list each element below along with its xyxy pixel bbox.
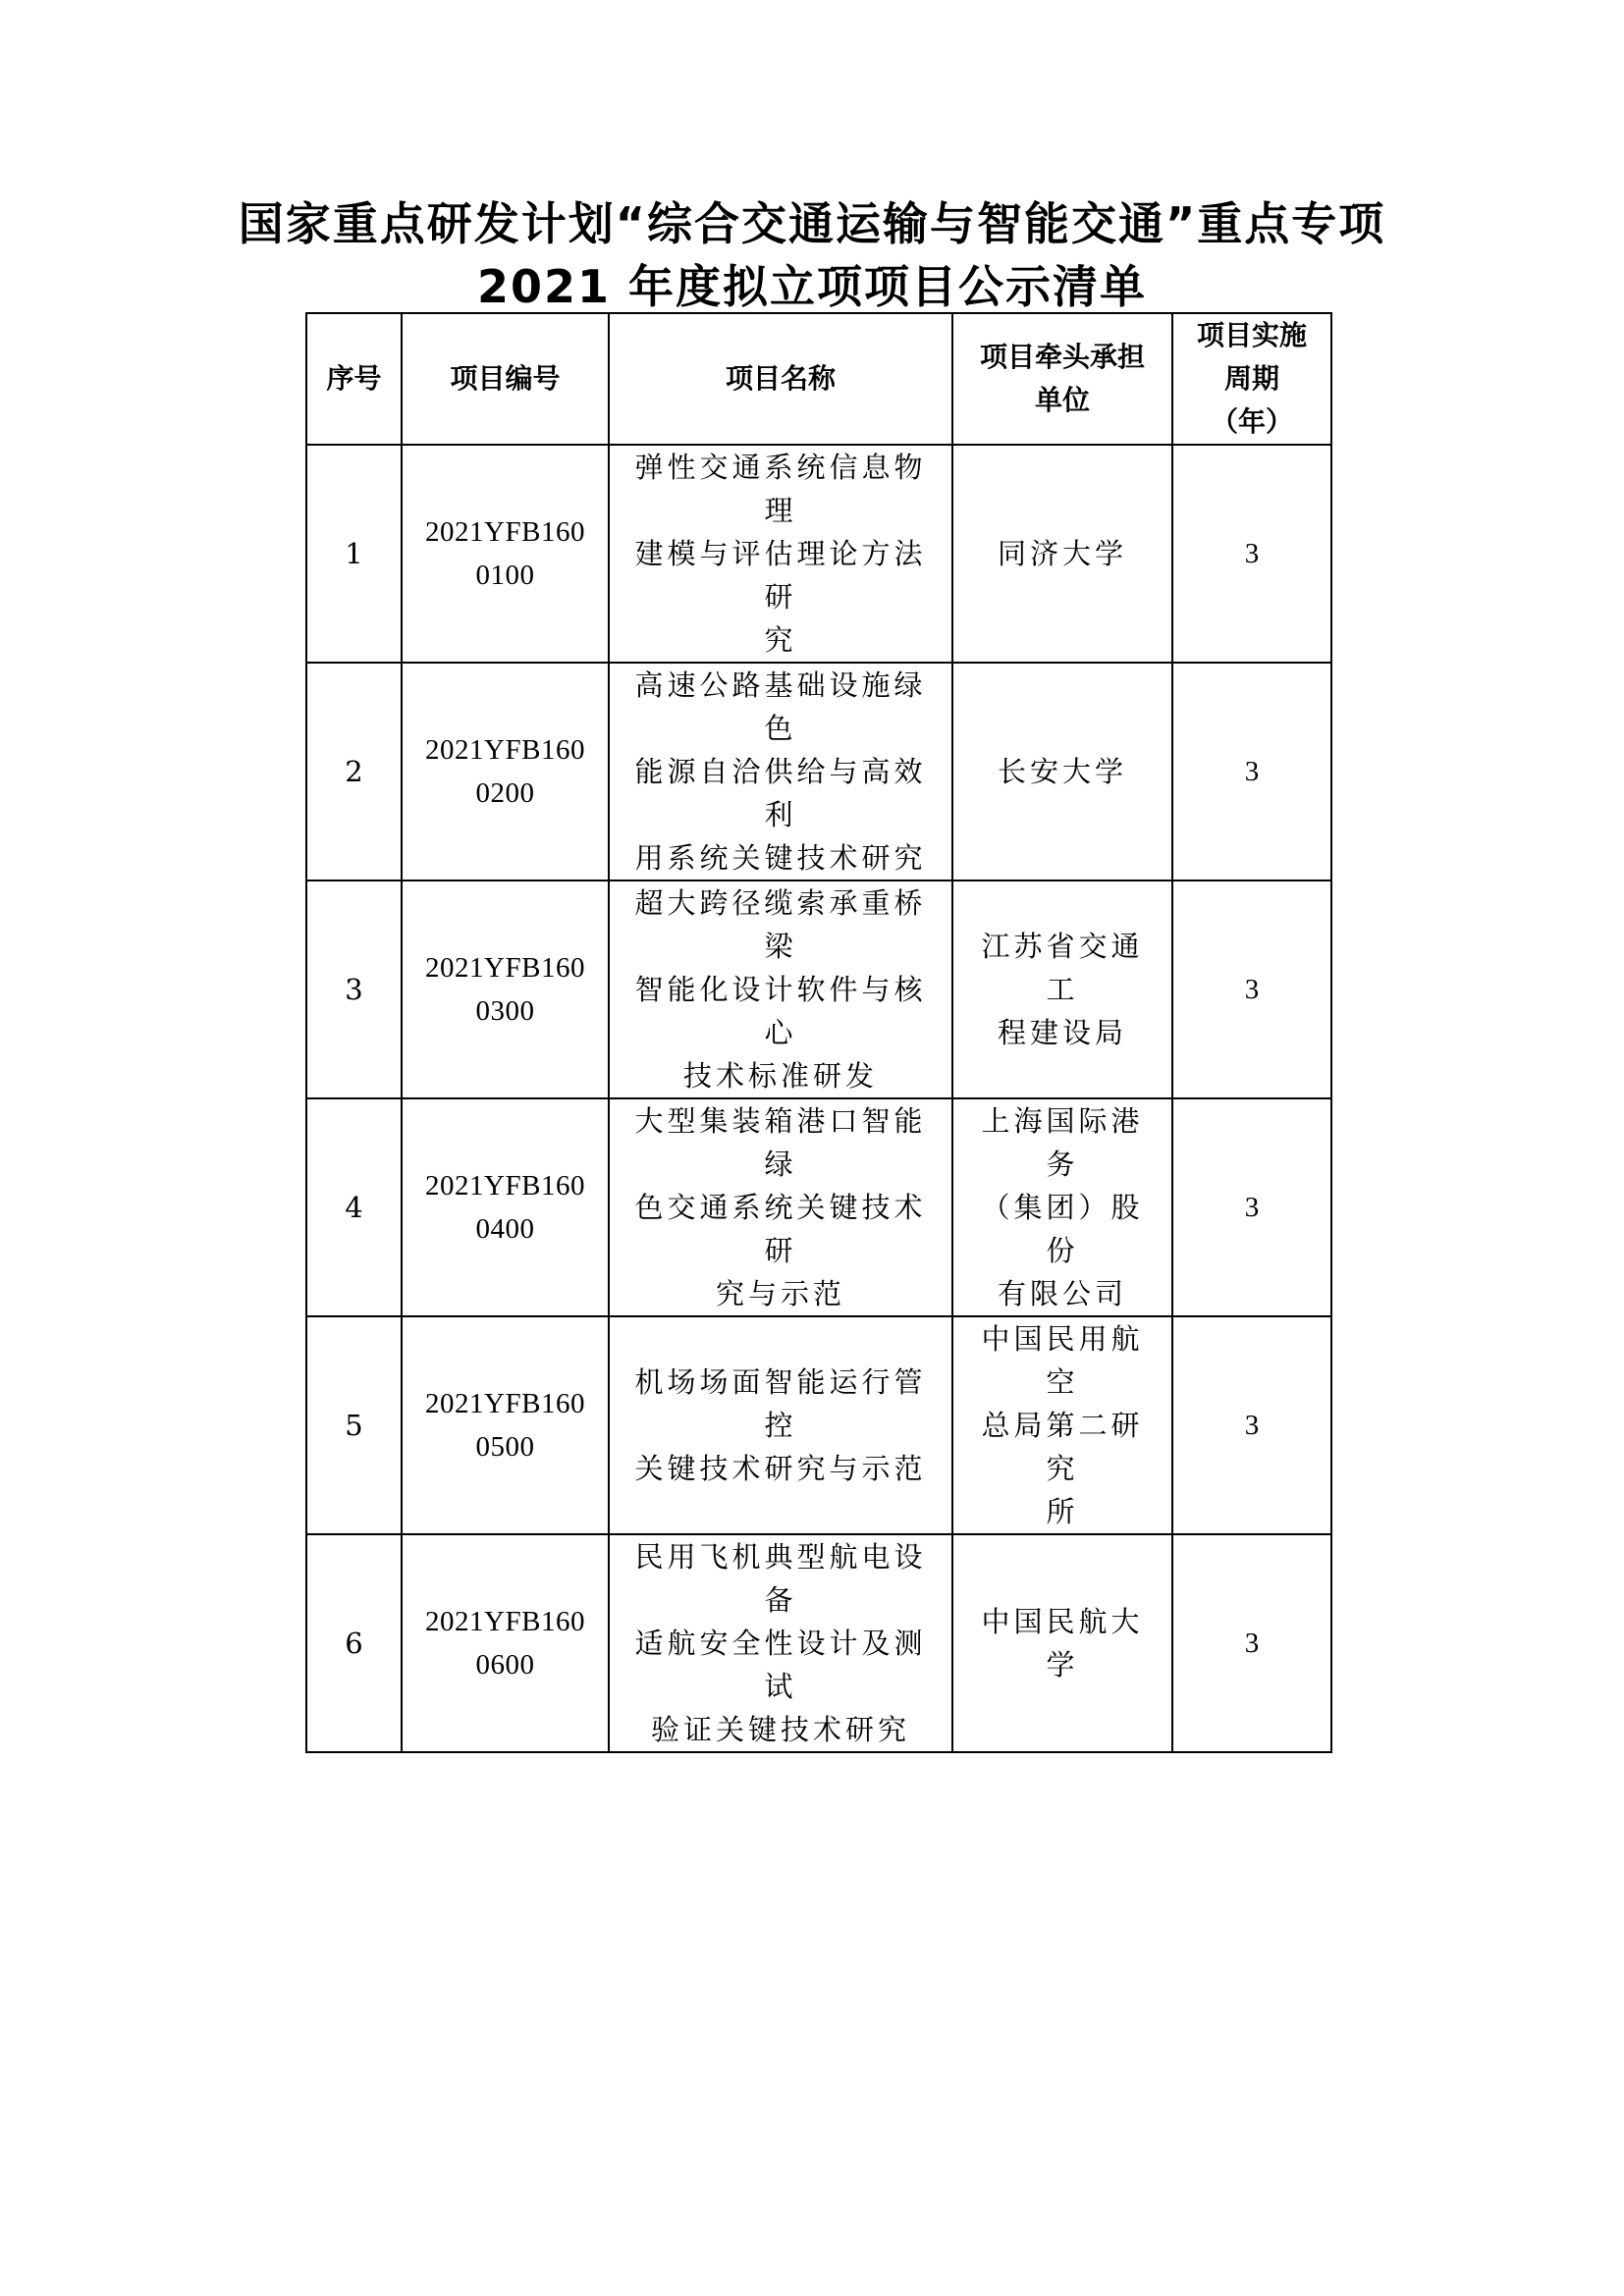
table-row [306,663,1331,881]
cell-project-code-line: 0200 [475,777,535,809]
cell-lead-unit [952,1316,1172,1534]
cell-project-name-line: 大型集装箱港口智能绿 [634,1104,927,1181]
cell-seq: 6 [306,1534,402,1752]
table-row [306,881,1331,1098]
cell-project-code-line: 0400 [475,1213,535,1245]
cell-project-code-line: 2021YFB160 [425,952,585,984]
header-code: 项目编号 [402,313,609,445]
header-period-line: （年） [1210,405,1293,438]
cell-project-name [609,881,952,1098]
cell-seq: 4 [306,1098,402,1316]
cell-project-name-line: 建模与评估理论方法研 [634,537,927,614]
cell-period: 3 [1172,1316,1331,1534]
cell-project-code-line: 2021YFB160 [425,1170,585,1201]
cell-lead-unit-line: 长安大学 [997,755,1127,788]
cell-period: 3 [1172,1098,1331,1316]
cell-lead-unit-line: 上海国际港务 [981,1104,1144,1181]
cell-project-name [609,1534,952,1752]
cell-project-name-line: 关键技术研究与示范 [634,1452,927,1485]
cell-project-name-line: 色交通系统关键技术研 [634,1191,927,1267]
cell-lead-unit-line: 同济大学 [997,537,1127,570]
cell-project-code-line: 0300 [475,995,535,1027]
cell-project-name [609,1098,952,1316]
header-name: 项目名称 [609,313,952,445]
cell-lead-unit-line: （集团）股份 [981,1191,1144,1267]
cell-seq: 2 [306,663,402,881]
cell-period: 3 [1172,445,1331,663]
cell-lead-unit-line: 中国民航大学 [981,1605,1144,1682]
cell-project-name-line: 能源自洽供给与高效利 [634,755,927,831]
header-seq: 序号 [306,313,402,445]
cell-project-name-line: 技术标准研发 [682,1059,878,1093]
cell-seq: 5 [306,1316,402,1534]
cell-project-name-line: 验证关键技术研究 [650,1713,910,1746]
cell-project-name-line: 究与示范 [715,1277,845,1310]
cell-period: 3 [1172,881,1331,1098]
cell-lead-unit-line: 程建设局 [997,1016,1127,1049]
table-body [306,445,1331,1752]
cell-project-code-line: 2021YFB160 [425,734,585,766]
cell-lead-unit-line: 江苏省交通工 [981,930,1144,1006]
cell-project-code-line: 0600 [475,1649,535,1681]
cell-project-code-line: 2021YFB160 [425,1606,585,1637]
cell-project-name [609,1316,952,1534]
cell-project-name-line: 究 [764,623,797,657]
table-header-row [306,313,1331,445]
cell-lead-unit [952,1098,1172,1316]
cell-lead-unit-line: 总局第二研究 [981,1409,1144,1485]
cell-project-code-line: 2021YFB160 [425,1388,585,1419]
cell-lead-unit-line: 所 [1046,1495,1079,1528]
cell-project-code-line: 2021YFB160 [425,516,585,548]
cell-project-name-line: 适航安全性设计及测试 [634,1627,927,1703]
cell-period: 3 [1172,663,1331,881]
cell-lead-unit [952,881,1172,1098]
cell-period: 3 [1172,1534,1331,1752]
cell-lead-unit-line: 有限公司 [997,1277,1127,1310]
cell-lead-unit [952,445,1172,663]
cell-project-code [402,445,609,663]
table-row [306,1098,1331,1316]
cell-project-name-line: 智能化设计软件与核心 [634,973,927,1049]
cell-project-name-line: 民用飞机典型航电设备 [634,1540,927,1617]
cell-seq: 3 [306,881,402,1098]
cell-lead-unit-line: 中国民用航空 [981,1322,1144,1399]
header-period-line: 周期 [1223,362,1279,395]
cell-project-code [402,663,609,881]
cell-project-code [402,1316,609,1534]
header-unit-line: 单位 [1034,384,1090,416]
cell-project-code [402,1534,609,1752]
project-list-table [305,312,1332,1753]
table-row [306,445,1331,663]
cell-project-name-line: 弹性交通系统信息物理 [634,451,927,527]
title-line-1: 国家重点研发计划“综合交通运输与智能交通”重点专项 [238,197,1386,250]
header-period-line: 项目实施 [1196,319,1307,351]
table-row [306,1534,1331,1752]
cell-project-name-line: 机场场面智能运行管控 [634,1365,927,1442]
cell-project-code [402,881,609,1098]
header-unit [952,313,1172,445]
cell-project-code-line: 0500 [475,1431,535,1463]
header-unit-line: 项目牵头承担 [979,341,1145,373]
cell-project-name-line: 超大跨径缆索承重桥梁 [634,886,927,963]
table-row [306,1316,1331,1534]
cell-project-name [609,663,952,881]
title-line-2: 2021 年度拟立项项目公示清单 [476,260,1148,313]
cell-lead-unit [952,663,1172,881]
header-period [1172,313,1331,445]
cell-project-code-line: 0100 [475,560,535,591]
cell-project-name-line: 高速公路基础设施绿色 [634,668,927,745]
cell-project-name-line: 用系统关键技术研究 [634,841,927,875]
document-title [0,192,1624,318]
cell-seq: 1 [306,445,402,663]
cell-project-name [609,445,952,663]
cell-lead-unit [952,1534,1172,1752]
cell-project-code [402,1098,609,1316]
